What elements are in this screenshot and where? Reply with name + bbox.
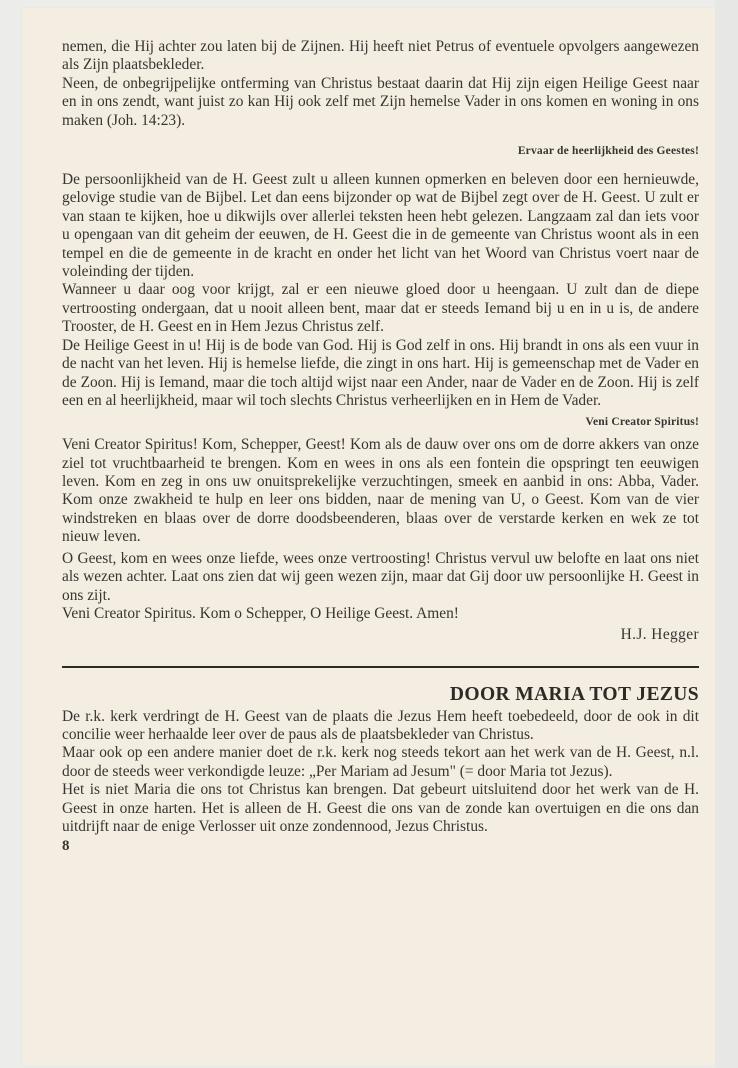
scan-margin bbox=[715, 0, 738, 1068]
section-heading: Veni Creator Spiritus! bbox=[585, 415, 699, 428]
article-title: DOOR MARIA TOT JEZUS bbox=[449, 684, 699, 706]
paragraph: nemen, die Hij achter zou laten bij de Zijnen. Hij heeft niet Petrus of eventuele opvolgers aangewezen als Zijn plaatsbekleder. bbox=[62, 38, 699, 74]
paragraph: Het is niet Maria die ons tot Christus kan brengen. Dat gebeurt uitsluitend door het werk van de H. Geest in onze harten. Het is alleen de H. Geest die ons van de zonde kan overtuigen en die ons dan uitdrijft naar de enige Verlosser uit onze zondennood, Jezus Christus. bbox=[62, 781, 699, 836]
article-body bbox=[62, 38, 699, 855]
signature: H.J. Hegger bbox=[620, 625, 699, 643]
paragraph: O Geest, kom en wees onze liefde, wees onze vertroosting! Christus vervul uw belofte en laat ons niet als wezen achter. Laat ons zien dat wij geen wezen zijn, maar dat Gij door uw persoonlijke H. Geest in ons zijt. bbox=[62, 549, 699, 604]
paragraph: Maar ook op een andere manier doet de r.k. kerk nog steeds tekort aan het werk van de H. Geest, n.l. door de steeds weer verkondigde leuze: „Per Mariam ad Jesum" (= door Maria tot Jezus). bbox=[62, 744, 699, 780]
paragraph: De Heilige Geest in u! Hij is de bode van God. Hij is God zelf in ons. Hij brandt in ons als een vuur in de nacht van het leven. Hij is hemelse liefde, die zingt in ons hart. Hij is gemeenschap met de Vader en de Zoon. Hij is Iemand, maar die toch altijd wijst naar een Ander, naar de Vader en de Zoon. Hij is zelf een en al heerlijkheid, maar wil toch slechts Christus verheerlijken en in Hem de Vader. bbox=[62, 336, 699, 410]
paragraph: Veni Creator Spiritus! Kom, Schepper, Geest! Kom als de dauw over ons om de dorre akkers van onze ziel tot vruchtbaarheid te brengen. Kom en wees in ons als een fontein die opspringt ten eeuwigen leven. Kom en zeg in ons uw onuitsprekelijke verzuchtingen, smeek en aanbid in ons: Abba, Vader. Kom onze zwakheid te hulp en leer ons bidden, naar de mening van U, o Geest. Kom van de vier windstreken en blaas over de dorre doodsbeenderen, blaas over de verstarde kerken en wek ze tot nieuw leven. bbox=[62, 436, 699, 546]
section-heading: Ervaar de heerlijkheid des Geestes! bbox=[517, 145, 699, 158]
page-number: 8 bbox=[62, 837, 70, 854]
paragraph: De r.k. kerk verdringt de H. Geest van de plaats die Jezus Hem heeft toebedeeld, door de ook in dit concilie weer herhaalde leer over de paus als de plaatsbekleder van Christus. bbox=[62, 707, 699, 743]
paragraph: Veni Creator Spiritus. Kom o Schepper, O Heilige Geest. Amen! bbox=[62, 605, 459, 623]
paragraph: Wanneer u daar oog voor krijgt, zal er een nieuwe gloed door u heengaan. U zult dan de diepe vertroosting ondergaan, dat u nooit alleen bent, maar dat er steeds Iemand bij u en in u is, de andere Trooster, de H. Geest en in Hem Jezus Christus zelf. bbox=[62, 281, 699, 336]
paragraph: Neen, de onbegrijpelijke ontferming van Christus bestaat daarin dat Hij zijn eigen Heilige Geest naar en in ons zendt, want juist zo kan Hij ook zelf met Zijn hemelse Vader in ons komen en woning in ons maken (Joh. 14:23). bbox=[62, 74, 699, 129]
paragraph: De persoonlijkheid van de H. Geest zult u alleen kunnen opmerken en beleven door een hernieuwde, gelovige studie van de Bijbel. Let dan eens bijzonder op wat de Bijbel zegt over de H. Geest. U zult er van staan te kijken, hoe u dikwijls over allerlei teksten heen hebt gelezen. Langzaam zal dan iets voor u opengaan van dit geheim der eeuwen, de H. Geest die in de gemeente van Christus woont als in een tempel en die de gemeente in de kracht en onder het licht van het Woord van Christus voert naar de voleinding der tijden. bbox=[62, 170, 699, 280]
